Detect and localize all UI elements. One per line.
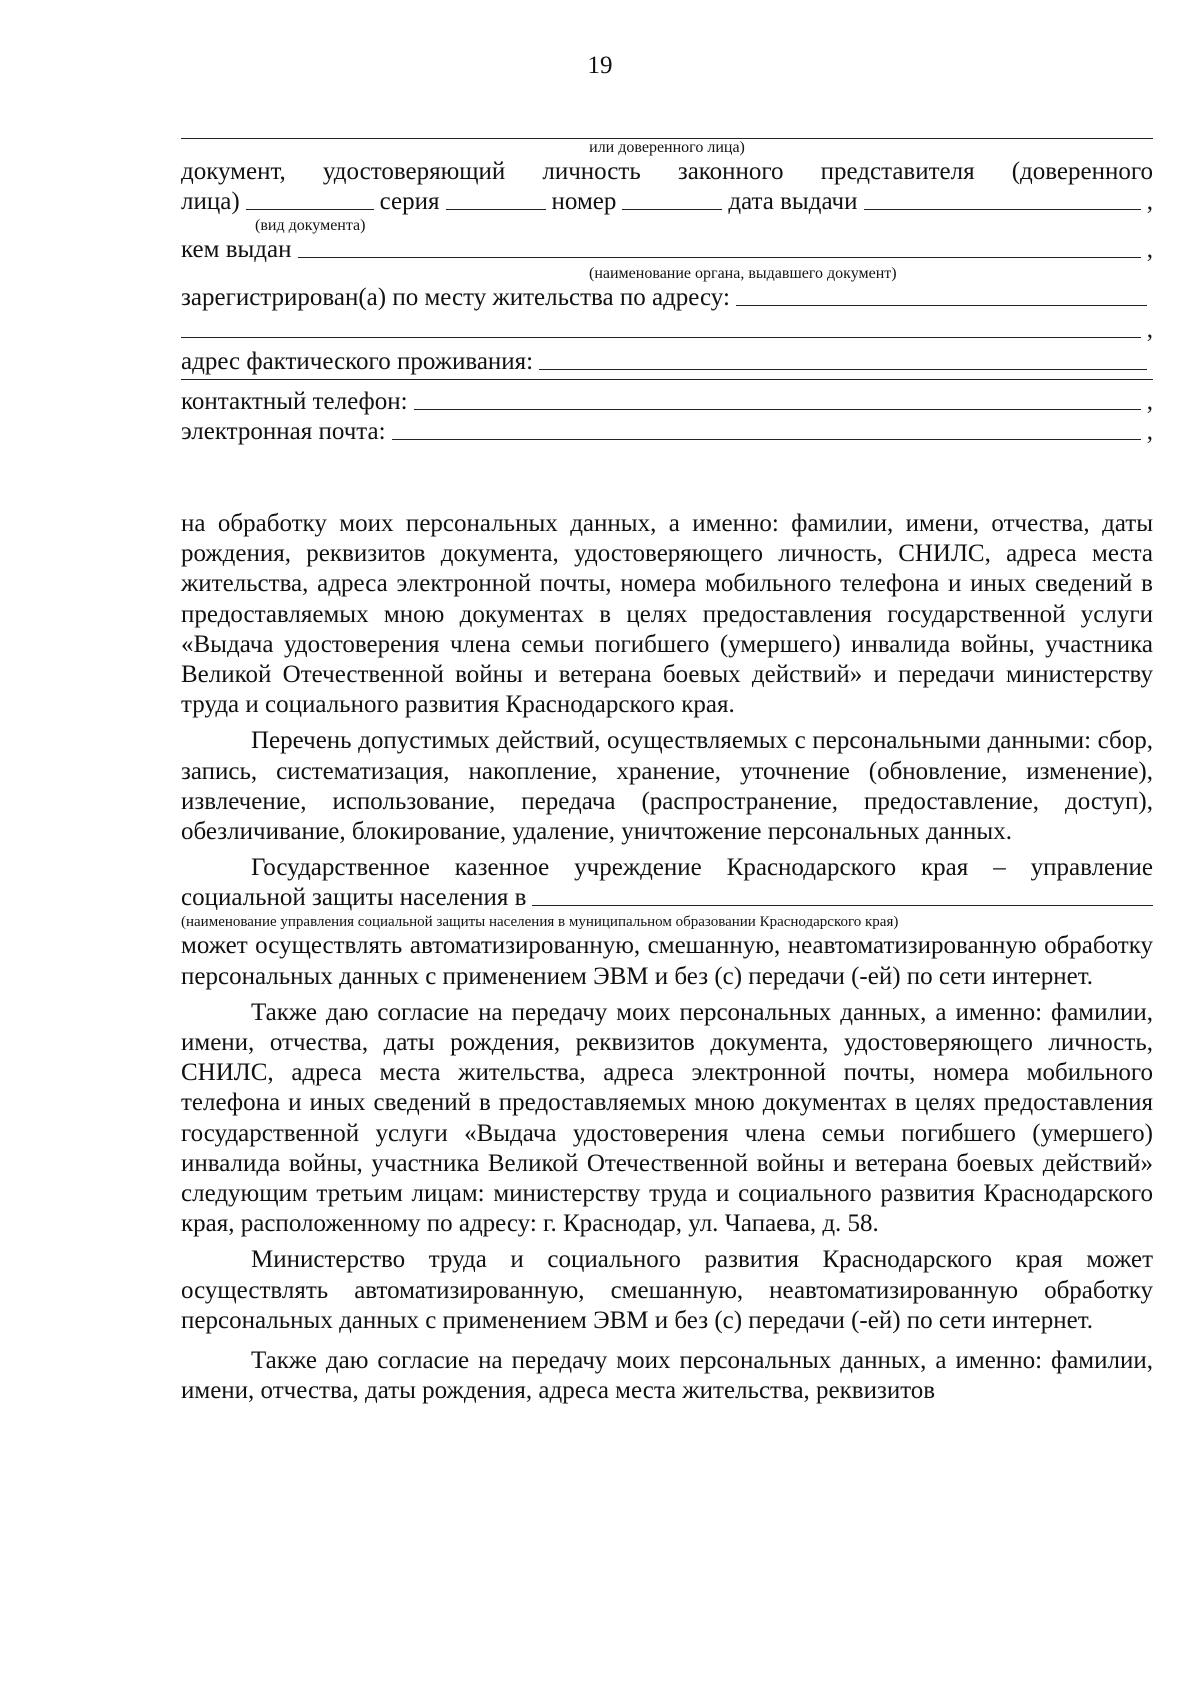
page-number: 19 (587, 52, 613, 79)
actual-address-field[interactable] (539, 369, 1147, 370)
registered-row (181, 283, 1153, 313)
actual-address-row (181, 347, 1153, 377)
email-label: электронная почта: (181, 418, 386, 445)
paragraph-institution-line1: Государственное казенное учреждение Краснодарского края – управление (251, 854, 1153, 882)
issued-by-label: кем выдан (181, 236, 292, 263)
caption-institution: (наименование управления социальной защиты населения в муниципальном образовании Краснодарского края) (181, 914, 899, 931)
comma: , (1146, 236, 1153, 263)
caption-trustee: или доверенного лица) (589, 139, 745, 156)
issue-date-label: дата выдачи (728, 188, 858, 215)
actual-address-field-2[interactable] (181, 379, 1153, 380)
doc-line-2-prefix: лица) (181, 188, 240, 215)
registered-row-2 (181, 315, 1153, 345)
consent-body (181, 509, 1153, 1406)
phone-row (181, 387, 1153, 417)
caption-doc-type: (вид документа) (255, 217, 366, 234)
doc-details-row (181, 187, 1153, 217)
issued-by-field[interactable] (298, 257, 1141, 258)
actual-address-label: адрес фактического проживания: (181, 348, 534, 375)
doc-line-1: документ, удостоверяющий личность законного представителя (доверенного (181, 158, 1153, 185)
paragraph-actions-list: Перечень допустимых действий, осуществляемых с персональными данными: сбор, запись, систематизация, накопление, хранение, уточнение (обновление, изменение), извлечение, использование, передача (распространение, предоставление, доступ), обезличивание, блокирование, удаление, уничтожение персональных данных. (181, 727, 1153, 846)
series-field[interactable] (446, 209, 546, 210)
comma: , (1146, 316, 1153, 343)
comma: , (1146, 418, 1153, 445)
phone-field[interactable] (414, 409, 1141, 410)
paragraph-consent: на обработку моих персональных данных, а именно: фамилии, имени, отчества, даты рождения, реквизитов документа, удостоверяющего личность, СНИЛС, адреса места жительства, адреса электронной почты, номера мобильного телефона и иных сведений в предоставляемых мною документах в целях предоставления государственной услуги «Выдача удостоверения члена семьи погибшего (умершего) инвалида войны, участника Великой Отечественной войны и ветерана боевых действий» и передачи министерству труда и социального развития Краснодарского края. (181, 510, 1153, 719)
issue-date-field[interactable] (864, 209, 1141, 210)
comma: , (1146, 188, 1153, 215)
institution-name-field[interactable] (532, 905, 1153, 906)
number-field[interactable] (622, 209, 722, 210)
doc-type-field[interactable] (246, 209, 374, 210)
caption-issuer: (наименование органа, выдавшего документ) (589, 265, 897, 282)
email-field[interactable] (392, 439, 1141, 440)
registered-address-field-2[interactable] (181, 337, 1141, 338)
number-label: номер (551, 188, 617, 215)
paragraph-transfer-consent-2: Также даю согласие на передачу моих персональных данных, а именно: фамилии, имени, отчества, даты рождения, адреса места жительства, реквизитов (181, 1347, 1153, 1405)
paragraph-transfer-consent: Также даю согласие на передачу моих персональных данных, а именно: фамилии, имени, отчества, даты рождения, реквизитов документа, удостоверяющего личность, СНИЛС, адреса места жительства, адреса электронной почты, номера мобильного телефона и иных сведений в предоставляемых мною документах в целях предоставления государственной услуги «Выдача удостоверения члена семьи погибшего (умершего) инвалида войны, участника Великой Отечественной войны и ветерана боевых действий» следующим третьим лицам: министерству труда и социального развития Краснодарского края, расположенному по адресу: г. Краснодар, ул. Чапаева, д. 58. (181, 998, 1153, 1238)
personal-data-form (181, 138, 1153, 447)
series-label: серия (379, 188, 440, 215)
registered-address-field[interactable] (736, 305, 1147, 306)
institution-prefix: социальной защиты населения в (181, 884, 527, 912)
email-row (181, 417, 1153, 447)
actual-address-row-2 (181, 379, 1153, 387)
paragraph-ministry-processing: Министерство труда и социального развития Краснодарского края может осуществлять автоматизированную, смешанную, неавтоматизированную обработку персональных данных с применением ЭВМ и без (с) передачи (-ей) по сети интернет. (181, 1246, 1153, 1334)
phone-label: контактный телефон: (181, 388, 408, 415)
registered-label: зарегистрирован(а) по месту жительства по адресу: (181, 284, 730, 311)
comma: , (1146, 388, 1153, 415)
issued-by-row (181, 235, 1153, 265)
paragraph-institution-processing: может осуществлять автоматизированную, смешанную, неавтоматизированную обработку персональных данных с применением ЭВМ и без (с) передачи (-ей) по сети интернет. (181, 932, 1153, 990)
institution-row (181, 883, 1153, 913)
